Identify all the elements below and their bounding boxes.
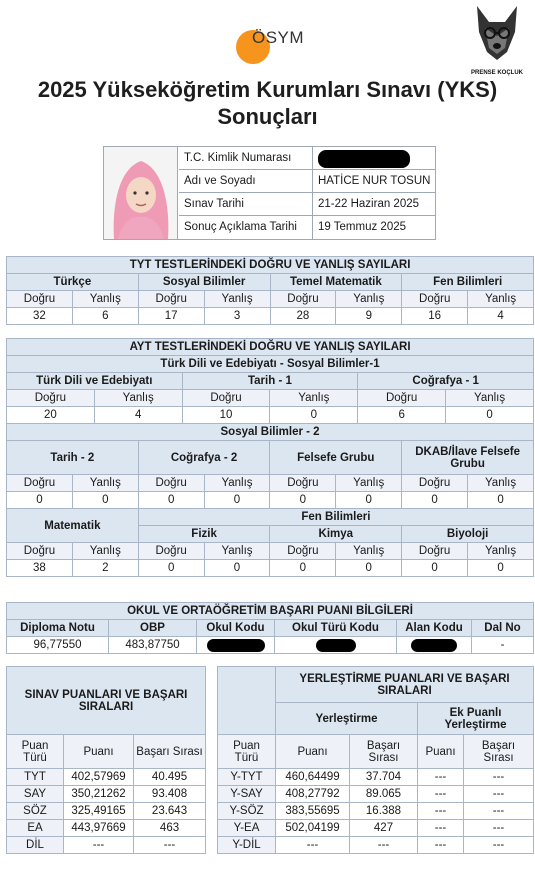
ayt-table: AYT TESTLERİNDEKİ DOĞRU VE YANLIŞ SAYILARI Türk Dili ve Edebiyatı - Sosyal Bilimler-1 Türk Dili ve Edebiyatı Tarih - 1 Coğrafya - 1 Doğru Yanlış Doğru Yanlış Doğru Yanlış 20 4 10 0 6 0 Sosyal Bilimler - 2 Tarih - 2 Coğrafya - 2 Felsefe Grubu DKAB/İlave Felsefe Grubu Doğru Yanlış Doğru Yanlış Doğru Yanlış Doğru Yanlış 0 0 0 0 0 0 0 0 Matematik Fen Bilimleri Fizik Kimya Biyoloji Doğru Yanlış Doğru Yanlış Doğru Yanlış Doğru Yanlış 38 2 0 0 0 0 0 0	[6, 338, 534, 577]
sinav-puanlari-table: SINAV PUANLARI VE BAŞARI SIRALARI Puan Türü Puanı Başarı Sırası TYT 402,57969 40.495 SAY 350,21262 93.408 SÖZ 325,49165 23.643 EA 443,97669 463 DİL --- ---	[6, 666, 206, 854]
id-row-name: Adı ve Soyadı HATİCE NUR TOSUN	[179, 170, 435, 193]
table-row: DİL --- ---	[7, 837, 206, 854]
osym-logo	[236, 24, 316, 64]
redacted-tc	[318, 150, 410, 168]
osym-logo-text: ÖSYM	[252, 28, 305, 47]
identity-card	[103, 146, 436, 240]
table-row: TYT 402,57969 40.495	[7, 769, 206, 786]
id-row-tc: T.C. Kimlik Numarası	[179, 147, 435, 170]
table-row: SAY 350,21262 93.408	[7, 786, 206, 803]
redacted-okul-turu-kodu	[316, 639, 356, 652]
table-row: Y-EA 502,04199 427 --- ---	[218, 820, 534, 837]
table-row: Y-SÖZ 383,55695 16.388 --- ---	[218, 803, 534, 820]
table-row: Y-SAY 408,27792 89.065 --- ---	[218, 786, 534, 803]
redacted-okul-kodu	[207, 639, 265, 652]
wolf-watermark	[467, 2, 527, 76]
yerlestirme-puanlari-table: YERLEŞTİRME PUANLARI VE BAŞARI SIRALARI Yerleştirme Ek Puanlı Yerleştirme Puan Türü Puanı Başarı Sırası Puanı Başarı Sırası Y-TYT 460,64499 37.704 --- --- Y-SAY 408,27792 89.065 --- --- Y-SÖZ 383,55695 16.388 --- --- Y-EA 502,04199 427 --- --- Y-DİL --- --- --- ---	[217, 666, 534, 854]
page-title: 2025 Yükseköğretim Kurumları Sınavı (YKS) Sonuçları	[37, 77, 498, 129]
table-row: Y-TYT 460,64499 37.704 --- ---	[218, 769, 534, 786]
table-row: Y-DİL --- --- --- ---	[218, 837, 534, 854]
id-row-result-date: Sonuç Açıklama Tarihi 19 Temmuz 2025	[179, 216, 435, 239]
watermark-caption: PRENSE KOÇLUK	[470, 70, 523, 76]
student-photo	[104, 147, 178, 239]
okul-obp-table: OKUL VE ORTAÖĞRETİM BAŞARI PUANI BİLGİLERİ Diploma Notu OBP Okul Kodu Okul Türü Kodu Alan Kodu Dal No 96,77550 483,87750 -	[6, 602, 534, 654]
id-row-exam-date: Sınav Tarihi 21-22 Haziran 2025	[179, 193, 435, 216]
tyt-table: TYT TESTLERİNDEKİ DOĞRU VE YANLIŞ SAYILARI Türkçe Sosyal Bilimler Temel Matematik Fen Bilimleri Doğru Yanlış Doğru Yanlış Doğru Yanlış Doğru Yanlış 32 6 17 3 28 9 16 4	[6, 256, 534, 325]
table-row: EA 443,97669 463	[7, 820, 206, 837]
table-row: SÖZ 325,49165 23.643	[7, 803, 206, 820]
wolf-icon	[467, 2, 527, 66]
redacted-alan-kodu	[411, 639, 457, 652]
